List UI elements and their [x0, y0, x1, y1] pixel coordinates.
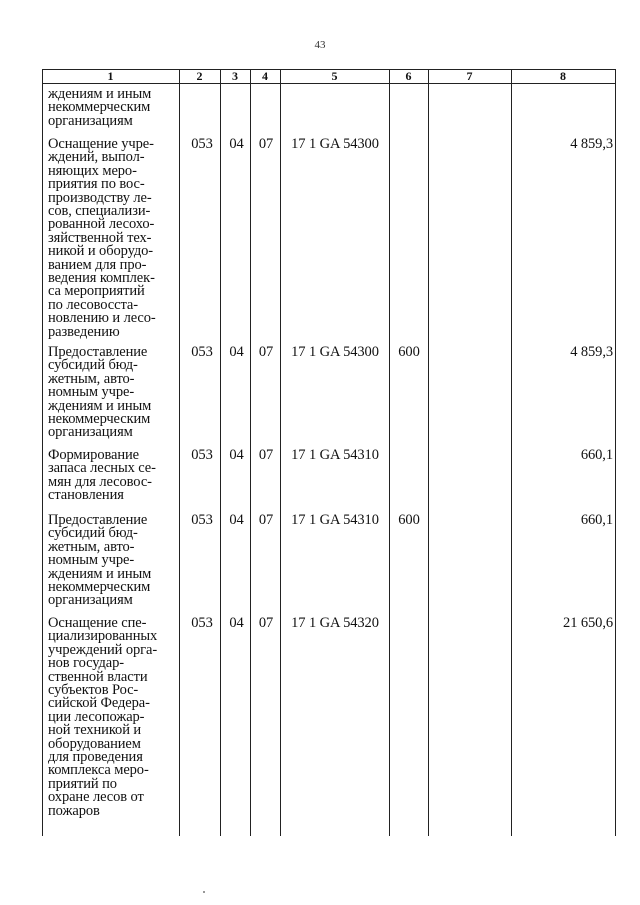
- expense-type-code: 600: [398, 344, 420, 360]
- ministry-code: 053: [191, 344, 213, 360]
- section-code: 04: [229, 447, 244, 463]
- ministry-code: 053: [191, 615, 213, 631]
- column-header: 7: [466, 69, 473, 83]
- column-header: 1: [107, 69, 114, 83]
- column-border: [179, 69, 180, 836]
- target-article-code: 17 1 GA 54300: [291, 136, 379, 152]
- amount-value: 4 859,3: [570, 136, 613, 152]
- target-article-code: 17 1 GA 54310: [291, 447, 379, 463]
- subsection-code: 07: [258, 447, 274, 463]
- amount-value: 660,1: [580, 512, 613, 528]
- column-header: 2: [196, 69, 203, 83]
- row-name-cell: Формирование запаса лесных се- мян для лесовос- становления: [48, 447, 156, 504]
- target-article-code: 17 1 GA 54310: [291, 512, 379, 528]
- amount-value: 21 650,6: [563, 615, 613, 631]
- column-header: 8: [560, 69, 566, 83]
- subsection-code: 07: [258, 344, 274, 360]
- column-header: 6: [405, 69, 412, 83]
- column-border: [389, 69, 390, 836]
- column-header: 4: [262, 69, 268, 83]
- subsection-code: 07: [258, 136, 274, 152]
- subsection-code: 07: [258, 615, 274, 631]
- target-article-code: 17 1 GA 54300: [291, 344, 379, 360]
- budget-table: [42, 69, 616, 836]
- column-border: [428, 69, 429, 836]
- column-header: 3: [232, 69, 238, 83]
- target-article-code: 17 1 GA 54320: [291, 615, 379, 631]
- section-code: 04: [229, 512, 244, 528]
- header-bottom-border: [42, 83, 616, 84]
- ministry-code: 053: [191, 136, 213, 152]
- column-border: [511, 69, 512, 836]
- section-code: 04: [229, 136, 244, 152]
- expense-type-code: 600: [398, 512, 420, 528]
- column-header: 5: [331, 69, 338, 83]
- scan-speck: [203, 891, 205, 893]
- row-name-cell: Предоставление субсидий бюд- жетным, авто- номным учре- ждениям и иным некоммерческим организациям: [48, 344, 152, 441]
- amount-value: 660,1: [580, 447, 613, 463]
- section-code: 04: [229, 344, 244, 360]
- ministry-code: 053: [191, 512, 213, 528]
- ministry-code: 053: [191, 447, 213, 463]
- page-number: 43: [314, 39, 326, 51]
- column-border: [615, 69, 616, 836]
- row-name-cell: Оснащение спе- циализированных учреждений орга- нов государ- ственной власти субъектов Рос- сийской Федера- ции лесопожар- ной техникой и оборудованием для проведения комплекса меро- приятий по охране лесов от пожаров: [48, 615, 158, 819]
- row-name-cell: Оснащение учре- ждений, выпол- няющих меро- приятия по вос- производству ле- сов, специализи- рованной лесохо- зяйственной тех- никой и оборудо- ванием для про- ведения комплек- са мероприятий по лесовосста- новлению и лесо- разведению: [48, 136, 156, 340]
- amount-value: 4 859,3: [570, 344, 613, 360]
- row-name-cell: Предоставление субсидий бюд- жетным, авто- номным учре- ждениям и иным некоммерческим организациям: [48, 512, 152, 609]
- section-code: 04: [229, 615, 244, 631]
- subsection-code: 07: [258, 512, 274, 528]
- row-name-cell: ждениям и иным некоммерческим организациям: [48, 86, 152, 129]
- column-border: [42, 69, 43, 836]
